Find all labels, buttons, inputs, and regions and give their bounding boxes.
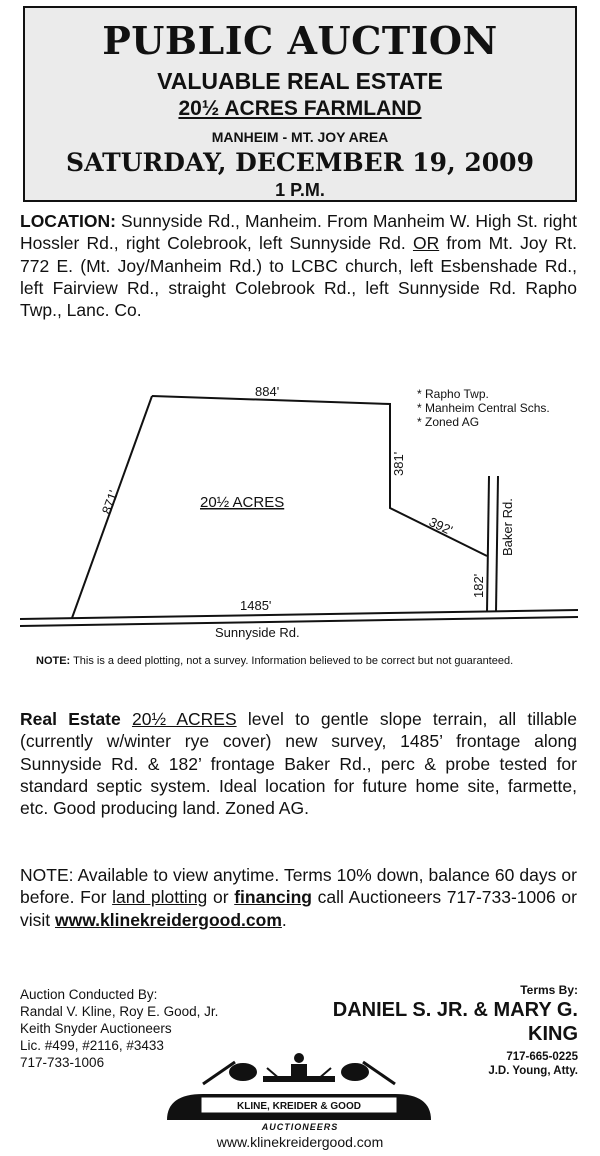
real-estate-acres: 20½ ACRES <box>131 709 237 729</box>
real-estate-label: Real Estate <box>20 709 121 729</box>
note-or: or <box>207 887 235 908</box>
note-paragraph <box>20 864 577 931</box>
financing-text: financing <box>234 887 312 908</box>
disclaimer-label: NOTE: <box>36 655 71 667</box>
location-paragraph <box>20 210 577 321</box>
plot-note-1: * Rapho Twp. <box>417 387 489 401</box>
attorney: J.D. Young, Atty. <box>488 1065 578 1077</box>
terms-label: Terms By: <box>520 983 578 997</box>
side-182: 182' <box>471 573 486 598</box>
plot-area-label: 20½ ACRES <box>200 494 285 511</box>
owner-phone: 717-665-0225 <box>506 1051 578 1063</box>
plot-note-3: * Zoned AG <box>417 415 480 429</box>
auctioneers-label: AUCTIONEERS <box>261 1122 339 1132</box>
road-label-baker: Baker Rd. <box>500 498 515 556</box>
side-392: 392' <box>426 514 455 538</box>
gavel-icon <box>341 1063 369 1081</box>
road-label-sunnyside: Sunnyside Rd. <box>215 625 300 640</box>
side-381: 381' <box>391 451 406 476</box>
auction-acres-heading: 20½ ACRES FARMLAND <box>178 97 422 120</box>
owner-name <box>333 998 578 1046</box>
location-text-b: from Mt. Joy Rt. 772 E. (Mt. Joy/Manheim Rd.) to LCBC church, left Esbenshade Rd., left Fairview Rd., straight Colebrook Rd., left Sunnyside Rd. Rapho Twp., Lanc. Co. <box>20 233 577 321</box>
auction-header <box>23 6 577 202</box>
land-plotting-text: land plotting <box>112 887 208 908</box>
gavel-icon <box>229 1063 257 1081</box>
note-website-link[interactable]: www.klinekreidergood.com <box>55 909 282 930</box>
side-1485: 1485' <box>240 598 272 613</box>
location-label: LOCATION: <box>20 211 116 231</box>
conducted-line: Lic. #499, #2116, #3433 <box>20 1038 164 1053</box>
real-estate-text: level to gentle slope terrain, all tillable (currently w/winter rye cover) new survey, 1485’ frontage along Sunnyside Rd. & 182’ frontage Baker Rd., perc & probe tested for standard septic system. Ideal location for future home site, farmette, etc. Good producing land. Zoned AG. <box>20 709 577 819</box>
plot-disclaimer <box>36 655 576 667</box>
baker-road-right <box>496 476 498 612</box>
side-871: 871' <box>98 488 122 517</box>
baker-road-left <box>487 476 489 612</box>
conducted-line: Keith Snyder Auctioneers <box>20 1021 172 1036</box>
auction-area: MANHEIM - MT. JOY AREA <box>211 129 389 145</box>
property-plot-diagram <box>0 380 600 645</box>
note-end: . <box>281 909 287 930</box>
owner-line-1: DANIEL S. JR. & MARY G. <box>332 999 578 1021</box>
logo-text: KLINE, KREIDER & GOOD <box>237 1101 361 1112</box>
disclaimer-text: This is a deed plotting, not a survey. Information believed to be correct but not guaranteed. <box>70 655 514 667</box>
auction-title: PUBLIC AUCTION <box>102 18 498 63</box>
conducted-line: 717-733-1006 <box>20 1055 105 1070</box>
location-or: OR <box>412 233 440 254</box>
owner-line-2: KING <box>528 1023 578 1045</box>
conducted-line: Randal V. Kline, Roy E. Good, Jr. <box>20 1004 219 1019</box>
auction-subtitle: VALUABLE REAL ESTATE <box>157 68 443 94</box>
auction-date: SATURDAY, DECEMBER 19, 2009 <box>66 148 534 177</box>
auction-time: 1 P.M. <box>275 180 325 200</box>
conducted-line: Auction Conducted By: <box>20 987 158 1002</box>
note-text-b: call Auctioneers 717-733-1006 or visit <box>20 887 577 930</box>
side-884: 884' <box>255 384 280 399</box>
note-text-a: NOTE: Available to view anytime. Terms 10% down, balance 60 days or before. For <box>20 865 577 908</box>
real-estate-paragraph <box>20 708 577 819</box>
plot-note-2: * Manheim Central Schs. <box>417 401 550 415</box>
footer-website-link[interactable]: www.klinekreidergood.com <box>216 1134 384 1150</box>
location-text-a: Sunnyside Rd., Manheim. From Manheim W. High St. right Hossler Rd., right Colebrook, left Sunnyside Rd. <box>20 211 577 254</box>
